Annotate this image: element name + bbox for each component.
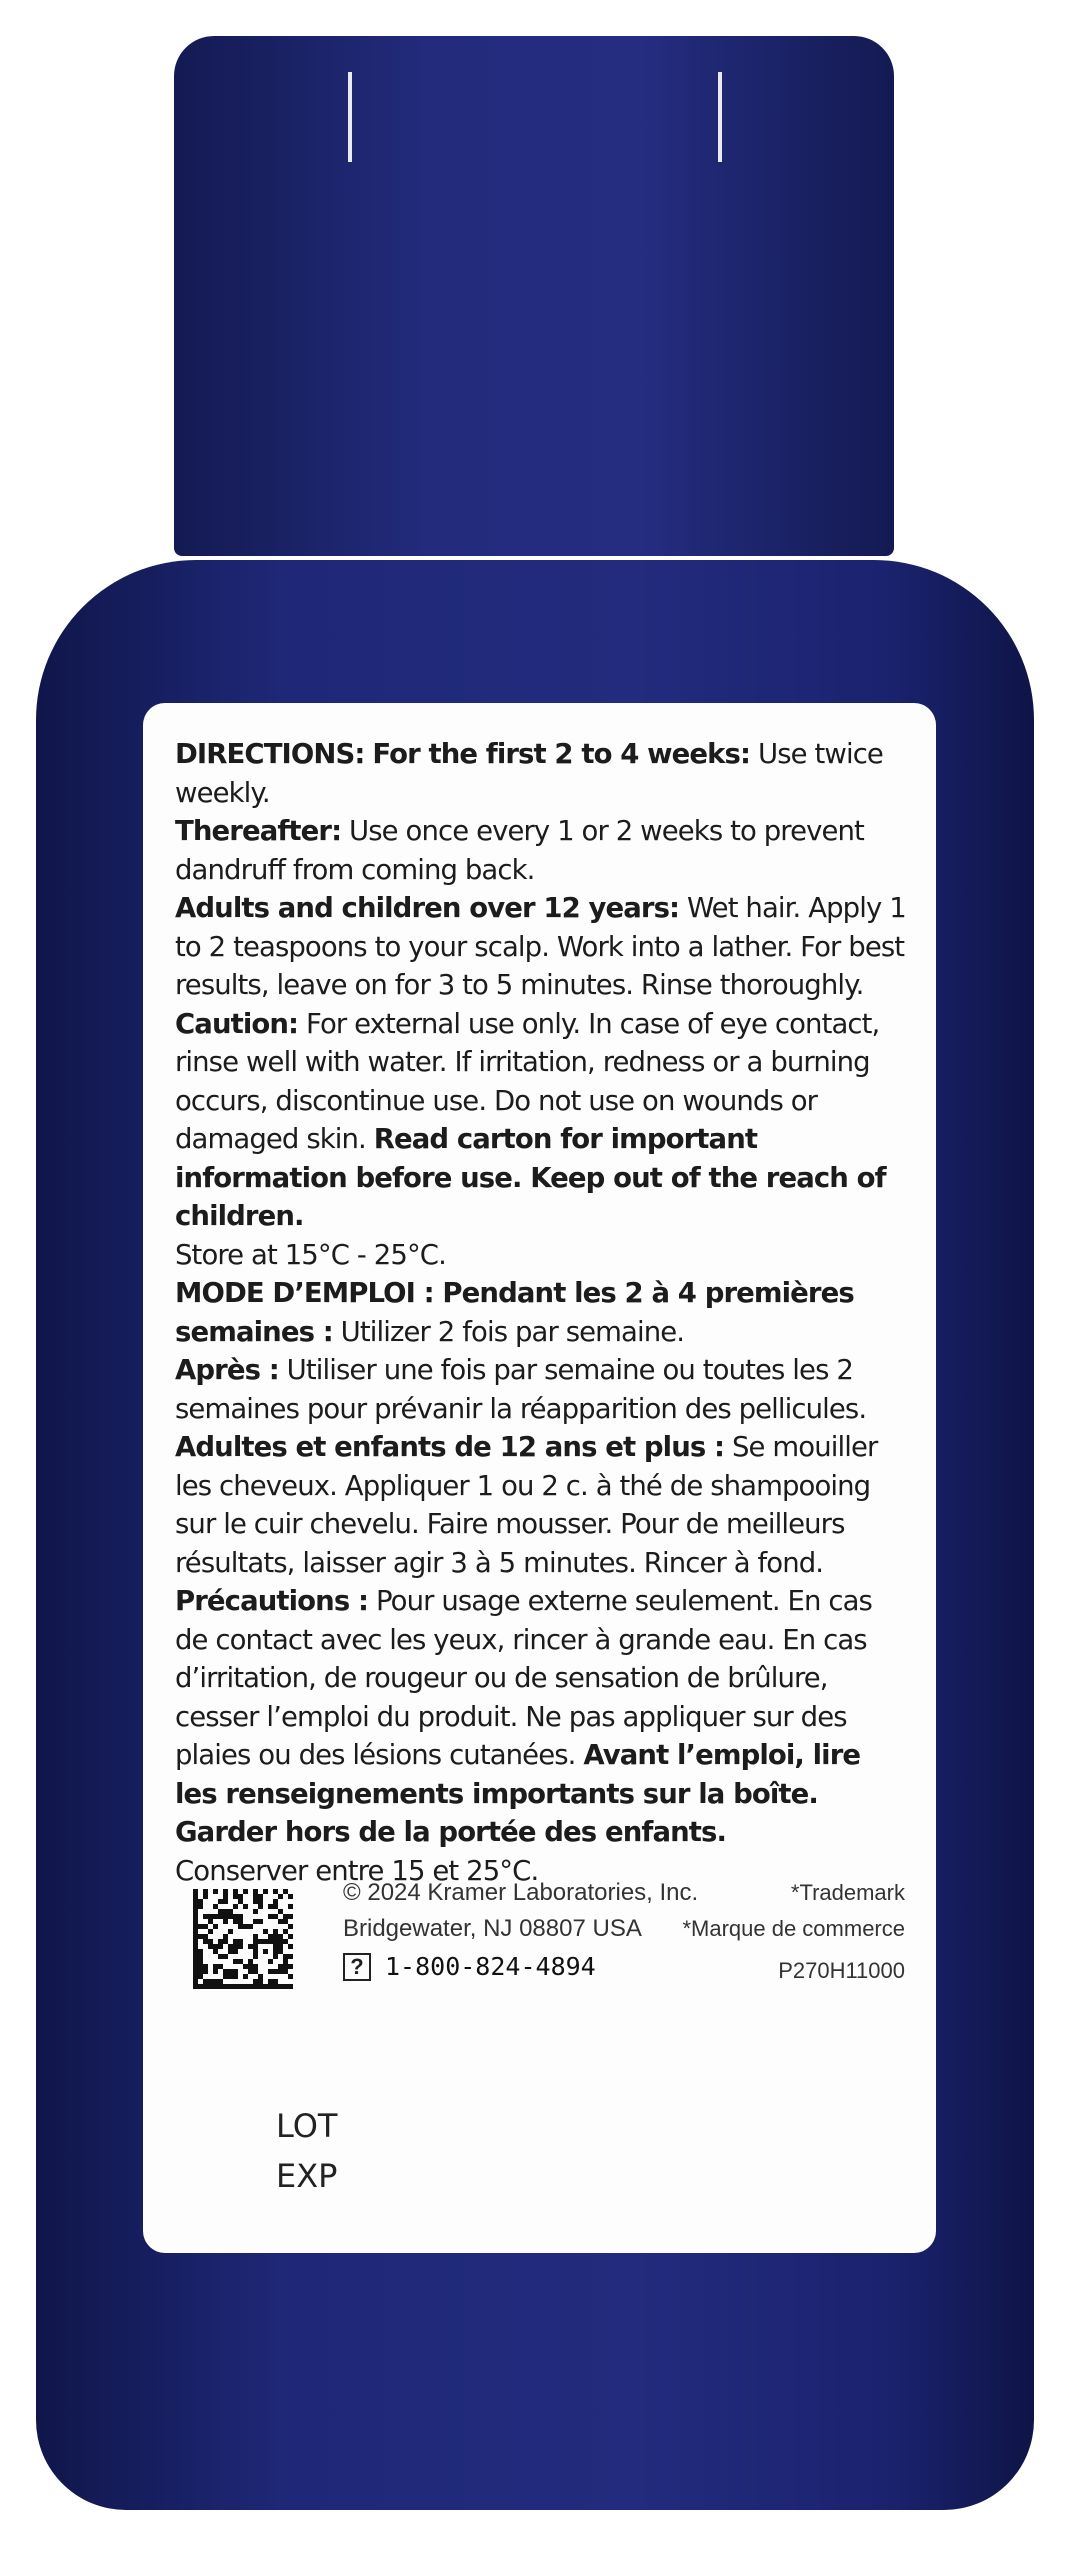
thereafter-text: Use once every 1 or 2 weeks to prevent dandruff from coming back.: [175, 815, 864, 886]
label-footer: [175, 1875, 905, 1985]
adultes-heading: Adultes et enfants de 12 ans et plus :: [175, 1431, 725, 1463]
apres-heading: Après :: [175, 1354, 279, 1386]
caution-warning: Read carton for important information before use. Keep out of the reach of children.: [175, 1123, 886, 1232]
adults-paragraph: [175, 889, 906, 1005]
directions-paragraph: [175, 735, 906, 812]
precautions-warning: Avant l’emploi, lire les renseignements importants sur la boîte. Garder hors de la portée des enfants.: [175, 1739, 861, 1848]
address-text: Bridgewater, NJ 08807 USA: [343, 1915, 642, 1942]
directions-heading: DIRECTIONS:: [175, 738, 365, 770]
copyright-text: © 2024 Kramer Laboratories, Inc.: [343, 1879, 699, 1906]
caution-paragraph: [175, 1005, 906, 1236]
adultes-text: Se mouiller les cheveux. Appliquer 1 ou 2 c. à thé de shampooing sur le cuir chevelu. Faire mousser. Pour de meilleurs résultats, laisser agir 3 à 5 minutes. Rincer à fond.: [175, 1431, 878, 1579]
conserver-text: Conserver entre 15 et 25°C.: [175, 1854, 539, 1887]
product-label: [143, 703, 936, 2253]
cap-slit-right: [718, 72, 722, 162]
thereafter-heading: Thereafter:: [175, 815, 342, 847]
company-address-block: [343, 1875, 698, 1985]
directions-first-weeks: For the first 2 to 4 weeks:: [372, 738, 751, 770]
precautions-paragraph: [175, 1582, 906, 1852]
lot-label: LOT: [276, 2107, 338, 2145]
mode-emploi-heading: MODE D’EMPLOI : Pendant les 2 à 4 premières semaines :: [175, 1277, 854, 1348]
product-code: P270H11000: [778, 1958, 905, 1983]
thereafter-paragraph: [175, 812, 906, 889]
trademark-en: *Trademark: [790, 1880, 905, 1905]
mode-emploi-paragraph: [175, 1274, 906, 1351]
adults-heading: Adults and children over 12 years:: [175, 892, 680, 924]
precautions-heading: Précautions :: [175, 1585, 369, 1617]
lot-exp-block: [276, 2101, 337, 2201]
storage-text: Store at 15°C - 25°C.: [175, 1238, 446, 1271]
apres-text: Utiliser une fois par semaine ou toutes les 2 semaines pour prévanir la réapparition des pellicules.: [175, 1354, 867, 1425]
question-mark-icon: ?: [343, 1953, 371, 1981]
phone-number: 1-800-824-4894: [385, 1952, 596, 1981]
cap-slit-left: [348, 72, 352, 162]
directions-first-weeks-text: Use twice weekly.: [175, 738, 883, 809]
caution-heading: Caution:: [175, 1007, 299, 1040]
bottle-cap: [174, 36, 894, 556]
adultes-paragraph: [175, 1428, 906, 1582]
precautions-text: Pour usage externe seulement. En cas de contact avec les yeux, rincer à grande eau. En cas d’irritation, de rougeur ou de sensation de brûlure, cesser l’emploi du produit. Ne pas appliquer sur des plaies ou des lésions cutanées.: [175, 1585, 872, 1771]
trademark-fr: *Marque de commerce: [682, 1916, 905, 1941]
adults-text: Wet hair. Apply 1 to 2 teaspoons to your scalp. Work into a lather. For best results, leave on for 3 to 5 minutes. Rinse thoroughly.: [175, 892, 906, 1001]
mode-emploi-text: Utilizer 2 fois par semaine.: [340, 1315, 685, 1348]
label-text: [175, 735, 906, 1890]
datamatrix-barcode-icon: [193, 1889, 293, 1989]
trademark-block: [682, 1875, 905, 1989]
caution-text: For external use only. In case of eye contact, rinse well with water. If irritation, redness or a burning occurs, discontinue use. Do not use on wounds or damaged skin.: [175, 1007, 880, 1155]
exp-label: EXP: [276, 2157, 338, 2195]
phone-row: [343, 1949, 698, 1985]
apres-paragraph: [175, 1351, 906, 1428]
